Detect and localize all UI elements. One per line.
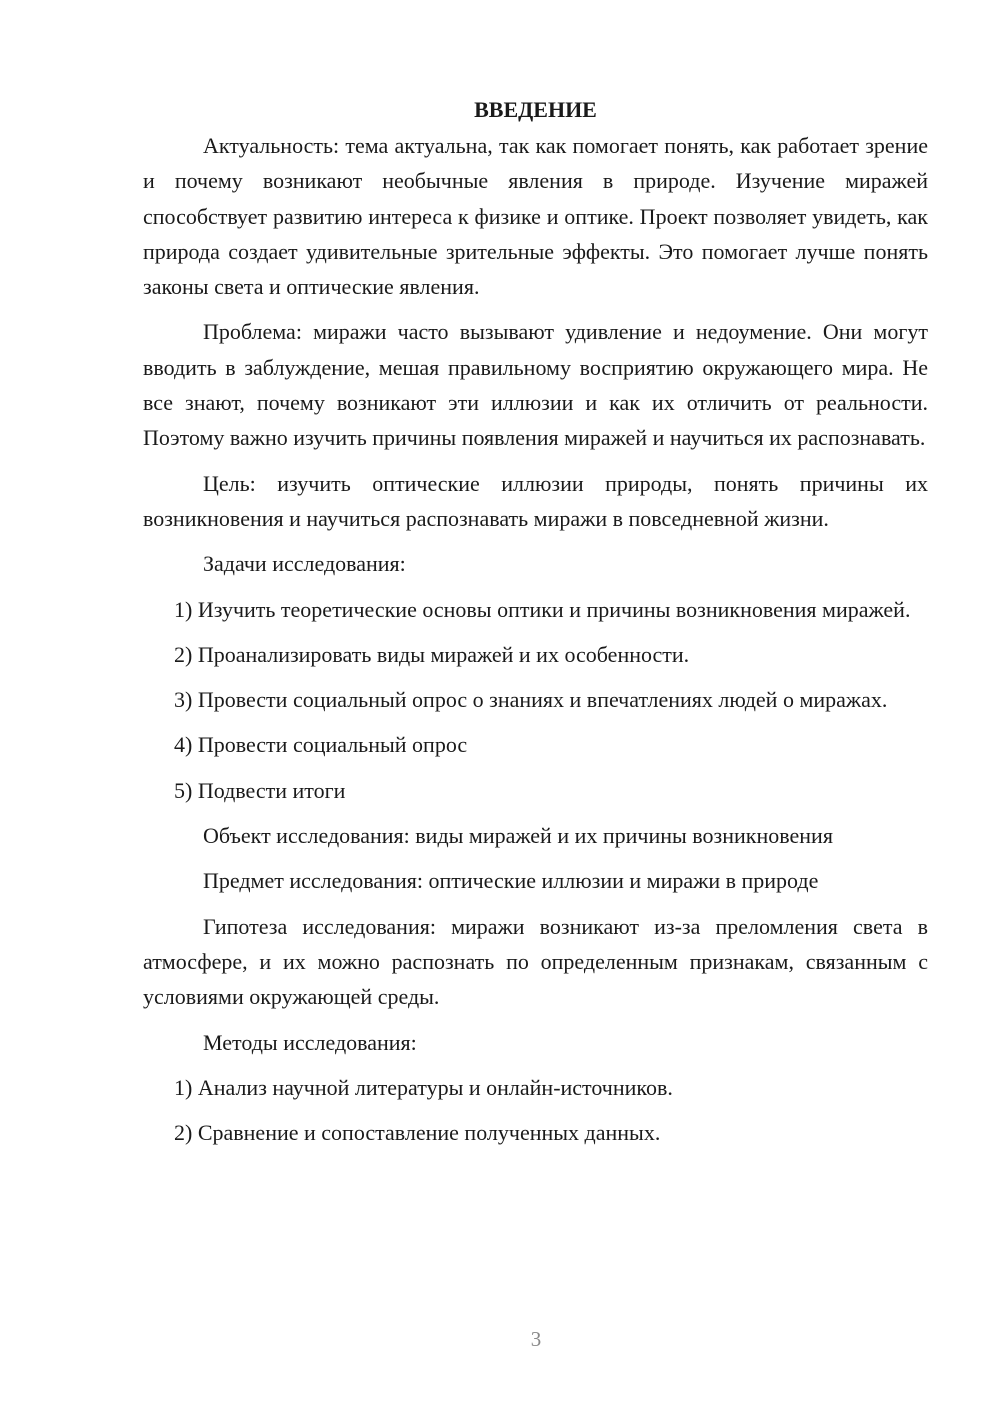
page-number: 3 xyxy=(530,1327,542,1351)
methods-heading: Методы исследования: xyxy=(203,1029,417,1055)
paragraph-goal: Цель: изучить оптические иллюзии природы, понять причины их возникновения и научиться распознавать миражи в повседневной жизни. xyxy=(143,470,928,531)
document-page xyxy=(143,92,928,1160)
task-item-4: 4) Провести социальный опрос xyxy=(174,732,468,758)
paragraph-hypothesis: Гипотеза исследования: миражи возникают из-за преломления света в атмосфере, и их можно распознать по определенным признакам, связанным с условиями окружающей среды. xyxy=(143,913,928,1010)
paragraph-object: Объект исследования: виды миражей и их причины возникновения xyxy=(203,823,833,849)
section-title: ВВЕДЕНИЕ xyxy=(474,97,597,122)
method-item-1: 1) Анализ научной литературы и онлайн-источников. xyxy=(174,1074,673,1100)
method-item-2: 2) Сравнение и сопоставление полученных данных. xyxy=(174,1120,661,1146)
task-item-3: 3) Провести социальный опрос о знаниях и впечатлениях людей о миражах. xyxy=(174,687,888,713)
task-item-5: 5) Подвести итоги xyxy=(174,777,346,803)
paragraph-relevance: Актуальность: тема актуальна, так как помогает понять, как работает зрение и почему возникают необычные явления в природе. Изучение миражей способствует развитию интереса к физике и оптике. Проект позволяет увидеть, как природа создает удивительные зрительные эффекты. Это помогает лучше понять законы света и оптические явления. xyxy=(143,133,928,300)
paragraph-problem: Проблема: миражи часто вызывают удивление и недоумение. Они могут вводить в заблуждение, мешая правильному восприятию окружающего мира. Не все знают, почему возникают эти иллюзии и как их отличить от реальности. Поэтому важно изучить причины появления миражей и научиться их распознавать. xyxy=(143,319,928,451)
tasks-heading: Задачи исследования: xyxy=(203,551,406,577)
paragraph-subject: Предмет исследования: оптические иллюзии и миражи в природе xyxy=(203,868,819,894)
task-item-2: 2) Проанализировать виды миражей и их особенности. xyxy=(174,641,690,667)
task-item-1: 1) Изучить теоретические основы оптики и причины возникновения миражей. xyxy=(174,596,911,622)
